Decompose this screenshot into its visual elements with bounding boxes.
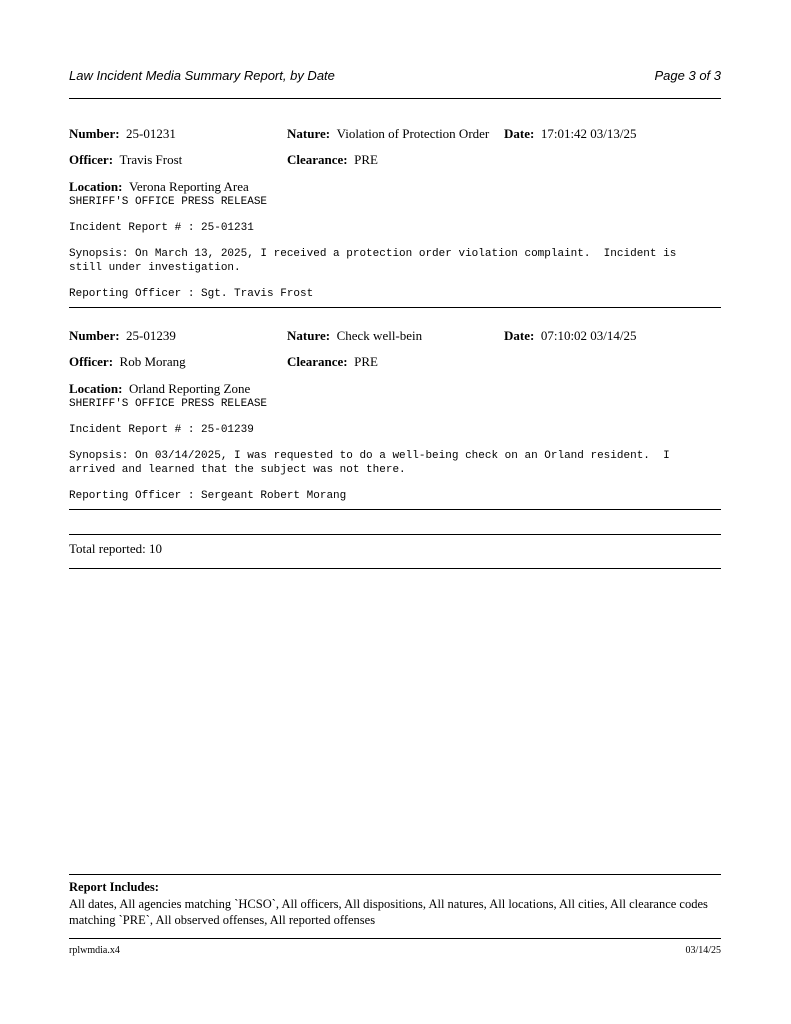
date-field: Date: 17:01:42 03/13/25 [504, 126, 637, 141]
header-divider [69, 98, 721, 99]
location-field: Location: Verona Reporting Area [69, 179, 249, 194]
total-bottom-divider [69, 568, 721, 569]
clearance-field: Clearance: PRE [287, 354, 378, 369]
footer-divider [69, 938, 721, 939]
nature-field: Nature: Check well-bein [287, 328, 423, 343]
footer-date: 03/14/25 [685, 945, 721, 956]
page-number: Page 3 of 3 [654, 68, 721, 83]
report-includes-title: Report Includes: [69, 880, 159, 894]
incident-number: 25-01231 [126, 126, 176, 141]
report-header [69, 68, 721, 86]
includes-divider [69, 874, 721, 875]
synopsis-line-1: Synopsis: On March 13, 2025, I received a protection order violation complaint. Incident is [69, 248, 677, 260]
incident-officer: Rob Morang [119, 354, 186, 369]
incident-nature: Check well-bein [336, 328, 423, 343]
clearance-field: Clearance: PRE [287, 152, 378, 167]
reporting-officer: Reporting Officer : Sgt. Travis Frost [69, 288, 314, 300]
footer-report-id: rplwmdia.x4 [69, 945, 120, 956]
total-reported: Total reported: 10 [69, 541, 162, 556]
report-title: Law Incident Media Summary Report, by Date [69, 68, 335, 83]
incident-date: 17:01:42 03/13/25 [540, 126, 637, 141]
incident-number: 25-01239 [126, 328, 176, 343]
incident-nature: Violation of Protection Order [336, 126, 490, 141]
incident-location: Orland Reporting Zone [128, 381, 251, 396]
synopsis-line-2: arrived and learned that the subject was not there. [69, 464, 406, 476]
incident-clearance: PRE [354, 354, 378, 369]
report-includes-text: All dates, All agencies matching `HCSO`, All officers, All dispositions, All natures, All locations, All cities, All clearance codes matching `PRE`, All observed offenses, All reported offenses [69, 897, 708, 927]
incident-date: 07:10:02 03/14/25 [540, 328, 637, 343]
incident-clearance: PRE [354, 152, 378, 167]
officer-field: Officer: Travis Frost [69, 152, 183, 167]
nature-field: Nature: Violation of Protection Order [287, 126, 490, 141]
location-field: Location: Orland Reporting Zone [69, 381, 251, 396]
date-field: Date: 07:10:02 03/14/25 [504, 328, 637, 343]
number-field: Number: 25-01239 [69, 328, 176, 343]
incident-location: Verona Reporting Area [128, 179, 249, 194]
incident-officer: Travis Frost [119, 152, 183, 167]
reporting-officer: Reporting Officer : Sergeant Robert Morang [69, 490, 347, 502]
total-top-divider [69, 534, 721, 535]
incident-divider [69, 509, 721, 510]
synopsis-line-1: Synopsis: On 03/14/2025, I was requested to do a well-being check on an Orland resident. I [69, 450, 670, 462]
number-field: Number: 25-01231 [69, 126, 176, 141]
press-release-line: SHERIFF'S OFFICE PRESS RELEASE [69, 196, 268, 208]
incident-report-number: Incident Report # : 25-01239 [69, 424, 254, 436]
press-release-line: SHERIFF'S OFFICE PRESS RELEASE [69, 398, 268, 410]
synopsis-line-2: still under investigation. [69, 262, 241, 274]
incident-divider [69, 307, 721, 308]
incident-report-number: Incident Report # : 25-01231 [69, 222, 254, 234]
officer-field: Officer: Rob Morang [69, 354, 186, 369]
